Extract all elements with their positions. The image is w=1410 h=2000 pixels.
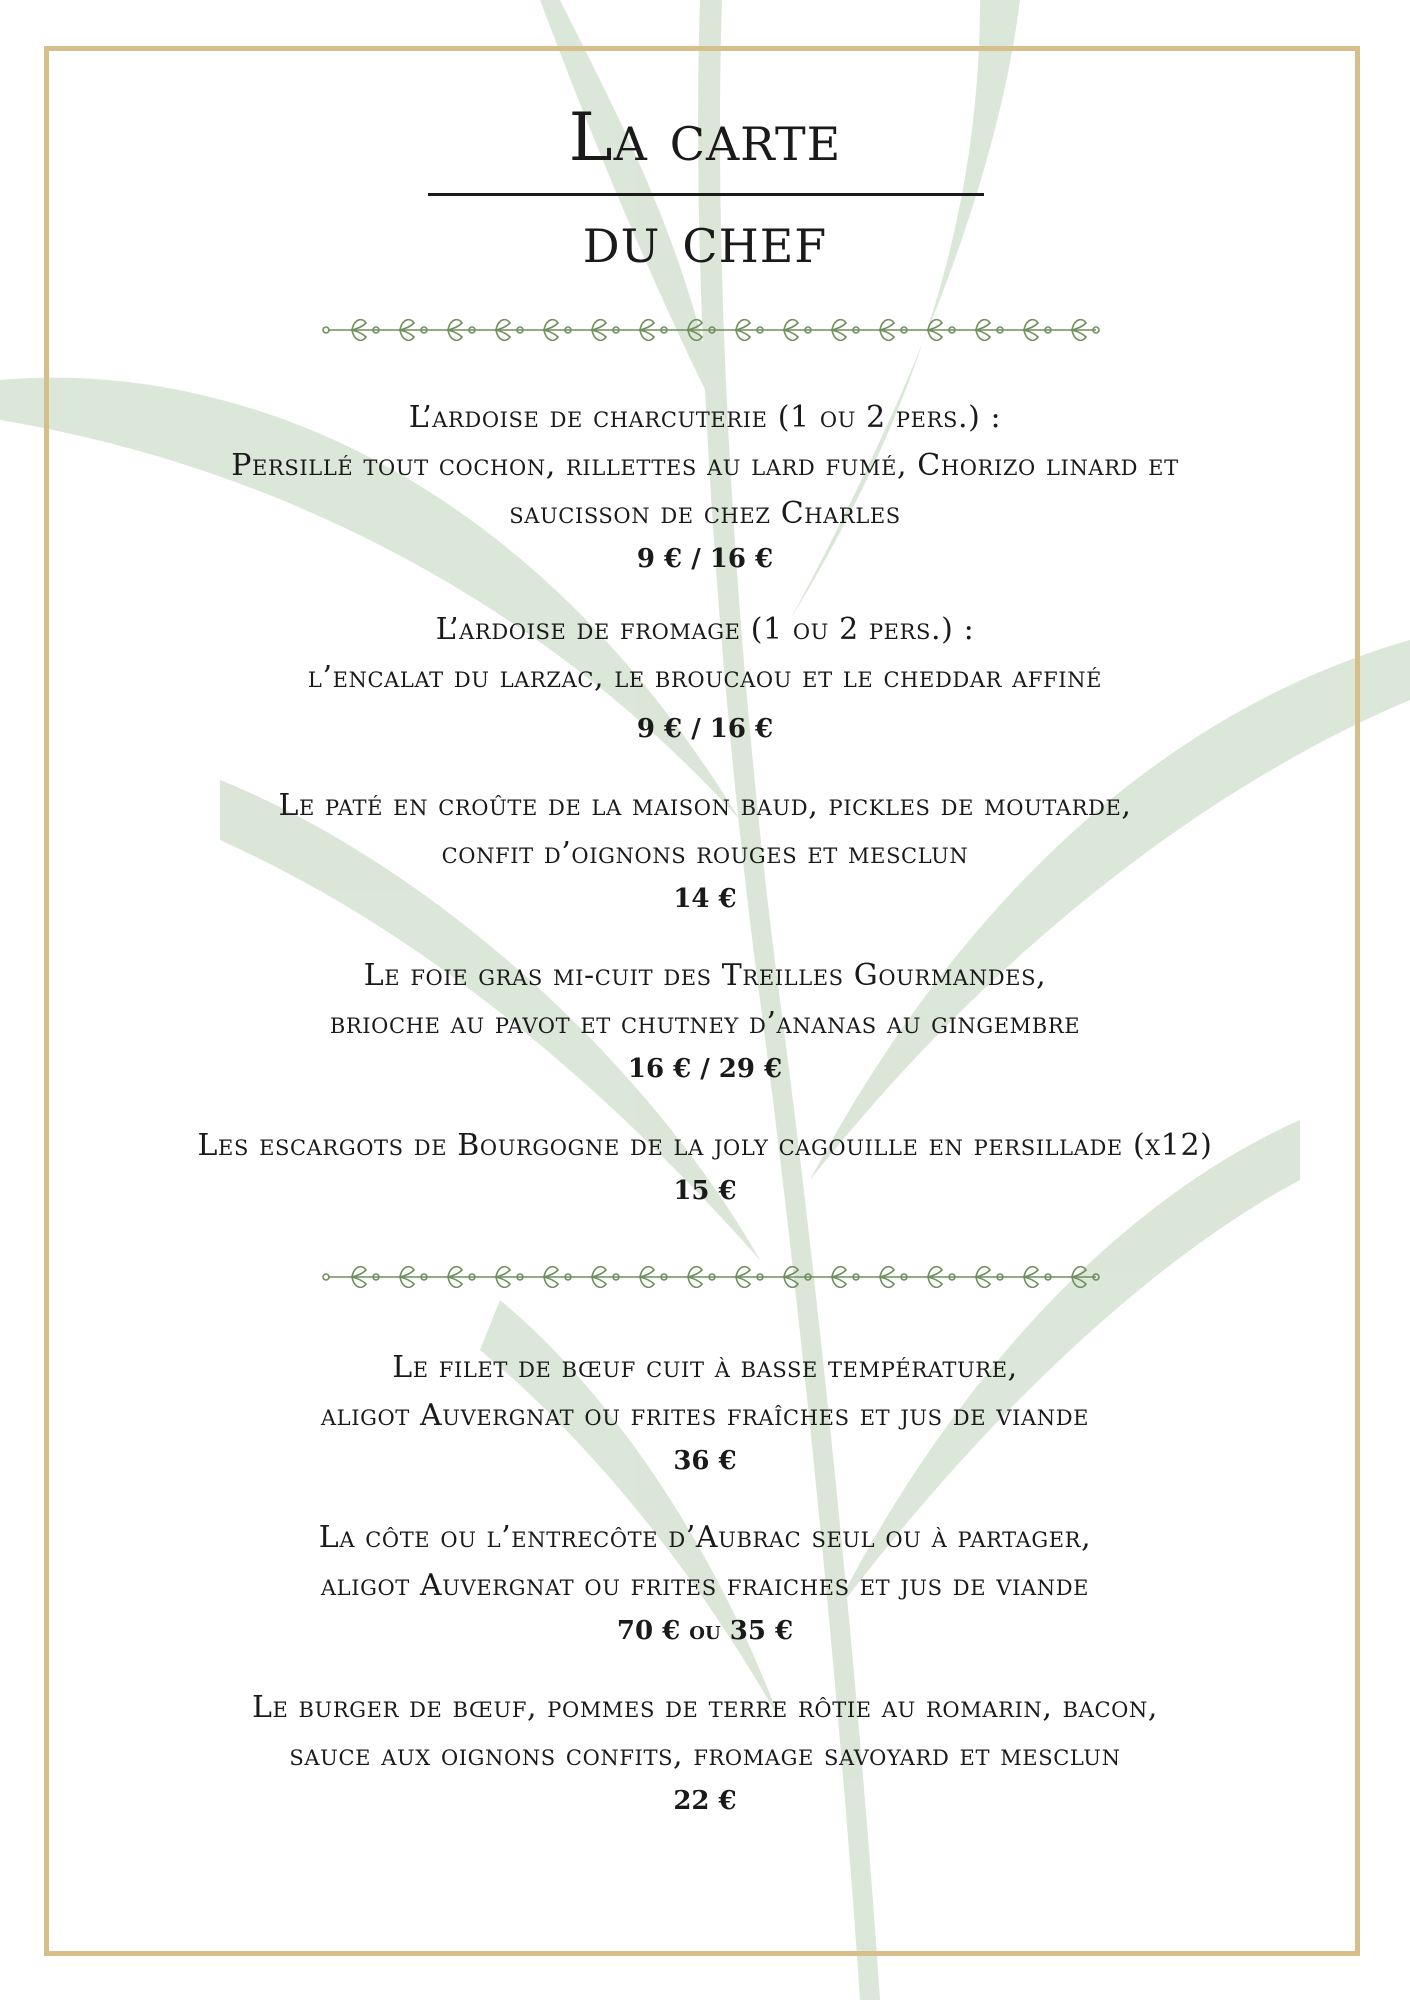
item-price: 15 € bbox=[673, 1176, 737, 1206]
item-description: La côte ou l’entrecôte d’Aubrac seul ou à partager, bbox=[318, 1520, 1092, 1555]
item-description: confit d’oignons rouges et mesclun bbox=[441, 836, 969, 871]
title-underline bbox=[428, 193, 984, 196]
item-description: Le burger de bœuf, pommes de terre rôtie au romarin, bacon, bbox=[251, 1690, 1159, 1725]
item-price: 9 € / 16 € bbox=[636, 544, 774, 574]
menu-item bbox=[60, 1684, 1350, 1822]
page-subtitle: du chef bbox=[582, 201, 828, 278]
item-description: Les escargots de Bourgogne de la joly cagouille en persillade (x12) bbox=[197, 1128, 1213, 1163]
item-description: saucisson de chez Charles bbox=[509, 496, 901, 531]
item-price: 14 € bbox=[673, 884, 737, 914]
menu-item bbox=[60, 394, 1350, 580]
item-price: 22 € bbox=[673, 1786, 737, 1816]
item-description: brioche au pavot et chutney d’ananas au gingembre bbox=[329, 1006, 1081, 1041]
item-price: 36 € bbox=[673, 1446, 737, 1476]
menu-item bbox=[60, 606, 1350, 750]
item-description: sauce aux oignons confits, fromage savoyard et mesclun bbox=[289, 1738, 1121, 1773]
menu-item bbox=[60, 1514, 1350, 1652]
leaf-vine-divider-icon bbox=[322, 1262, 1102, 1292]
item-description: aligot Auvergnat ou frites fraîches et jus de viande bbox=[320, 1398, 1090, 1433]
item-price: 16 € / 29 € bbox=[627, 1054, 783, 1084]
menu-item bbox=[60, 952, 1350, 1090]
item-description: aligot Auvergnat ou frites fraiches et jus de viande bbox=[320, 1568, 1090, 1603]
leaf-vine-divider-icon bbox=[322, 315, 1102, 345]
menu-item bbox=[60, 1122, 1350, 1212]
menu-item bbox=[60, 782, 1350, 920]
item-description: L’ardoise de charcuterie (1 ou 2 pers.) : bbox=[408, 400, 1002, 435]
item-description: Persillé tout cochon, rillettes au lard fumé, Chorizo linard et bbox=[231, 448, 1179, 483]
page-title: La carte bbox=[568, 99, 842, 176]
item-description: l’encalat du larzac, le broucaou et le cheddar affiné bbox=[307, 660, 1103, 695]
item-price: 70 € ou 35 € bbox=[616, 1616, 794, 1646]
item-description: L’ardoise de fromage (1 ou 2 pers.) : bbox=[435, 612, 975, 647]
item-description: Le foie gras mi-cuit des Treilles Gourmandes, bbox=[363, 958, 1047, 993]
menu-item bbox=[60, 1344, 1350, 1482]
item-price: 9 € / 16 € bbox=[636, 714, 774, 744]
item-description: Le paté en croûte de la maison baud, pickles de moutarde, bbox=[278, 788, 1132, 823]
item-description: Le filet de bœuf cuit à basse température, bbox=[392, 1350, 1018, 1385]
